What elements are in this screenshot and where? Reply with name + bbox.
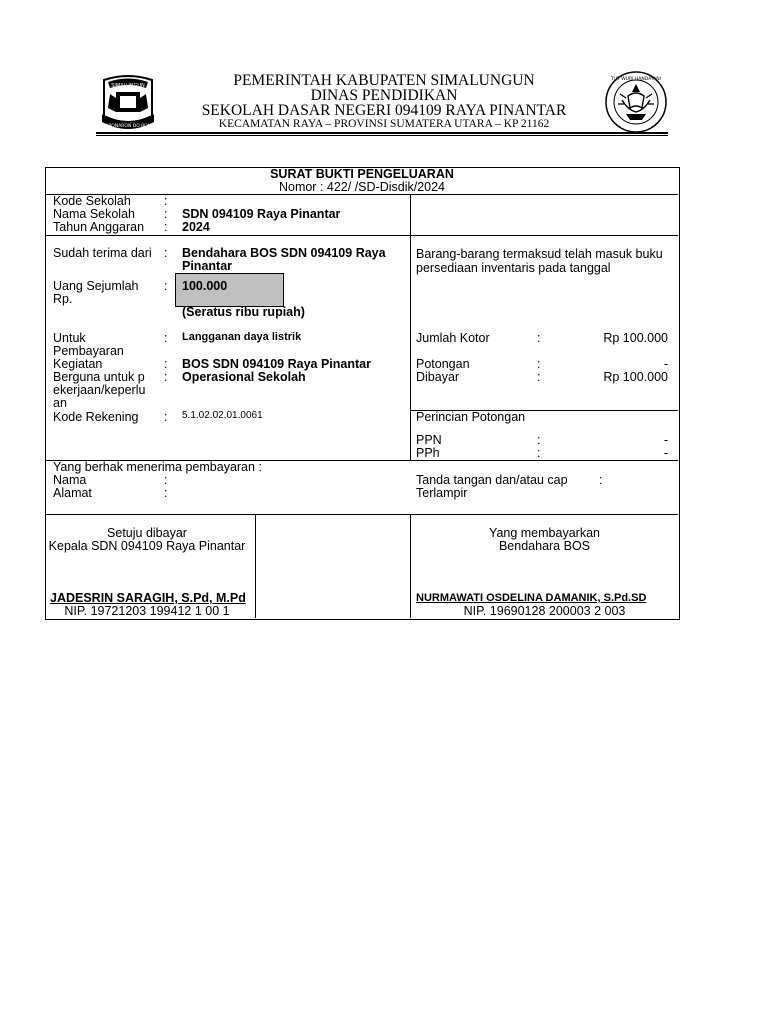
deductions-title: Perincian Potongan	[416, 410, 526, 424]
recipient-title: Yang berhak menerima pembayaran :	[53, 460, 262, 474]
colon: :	[537, 446, 541, 460]
colon: :	[164, 486, 168, 500]
letterhead-department: DINAS PENDIDIKAN	[310, 87, 458, 104]
approver-name: JADESRIN SARAGIH, S.Pd, M.Pd	[50, 591, 246, 605]
school-name-value: SDN 094109 Raya Pinantar	[182, 207, 341, 221]
colon: :	[537, 433, 541, 447]
paid-amount-label: Dibayar	[416, 370, 460, 384]
letterhead-address: KECAMATAN RAYA – PROVINSI SUMATERA UTARA – KP 21162	[218, 118, 550, 130]
account-code-label: Kode Rekening	[53, 410, 139, 424]
purpose-label: Untuk Pembayaran	[53, 331, 124, 358]
colon: :	[164, 279, 168, 293]
colon: :	[537, 370, 541, 384]
school-divider	[46, 235, 678, 236]
colon: :	[164, 331, 168, 345]
title-divider	[46, 194, 678, 195]
regency-emblem-bottom-text: HABONARON DO BONA	[101, 124, 155, 129]
regency-emblem-icon	[96, 72, 160, 134]
regency-emblem-top-text: SIMALUNGUN	[111, 83, 145, 89]
letterhead-rule-thick	[96, 132, 668, 134]
colon: :	[164, 246, 168, 260]
deduction-value: -	[663, 357, 668, 371]
ppn-value: -	[663, 433, 668, 447]
payer-nip: NIP. 19690128 200003 2 003	[463, 604, 626, 618]
signature-divider-left	[255, 515, 256, 618]
colon: :	[164, 370, 168, 384]
usage-value: Operasional Sekolah	[182, 370, 306, 384]
amount-label: Uang Sejumlah Rp.	[53, 279, 139, 306]
amount-value: 100.000	[182, 279, 228, 293]
budget-year-value: 2024	[182, 220, 210, 234]
letterhead-rule-thin	[96, 135, 668, 136]
paid-amount-value: Rp 100.000	[603, 370, 668, 384]
signature-or-stamp-label: Tanda tangan dan/atau cap	[416, 473, 568, 487]
approval-position: Kepala SDN 094109 Raya Pinantar	[48, 539, 246, 553]
payer-caption: Yang membayarkan	[489, 526, 600, 540]
colon: :	[537, 331, 541, 345]
document-number: Nomor : 422/ /SD-Disdik/2024	[278, 180, 446, 194]
budget-year-label: Tahun Anggaran	[53, 220, 145, 234]
recipient-name-label: Nama	[53, 473, 87, 487]
approval-caption: Setuju dibayar	[107, 526, 187, 540]
received-from-label: Sudah terima dari	[53, 246, 152, 260]
amount-in-words: (Seratus ribu rupiah)	[182, 305, 305, 319]
colon: :	[164, 194, 168, 208]
recipient-address-label: Alamat	[53, 486, 92, 500]
tut-wuri-handayani-icon	[602, 70, 670, 134]
account-code-value: 5.1.02.02.01.0061	[182, 410, 263, 421]
ppn-label: PPN	[416, 433, 442, 447]
ministry-emblem-text: TUT WURI HANDAYANI	[611, 77, 661, 82]
payer-name: NURMAWATI OSDELINA DAMANIK, S.Pd.SD	[416, 592, 647, 604]
colon: :	[164, 220, 168, 234]
received-from-value: Bendahara BOS SDN 094109 Raya Pinantar	[182, 246, 386, 273]
usage-label: Berguna untuk pekerjaan/keperluan	[53, 370, 146, 410]
pph-label: PPh	[416, 446, 440, 460]
activity-label: Kegiatan	[53, 357, 103, 371]
pph-value: -	[663, 446, 668, 460]
inventory-note: Barang-barang termaksud telah masuk buku persediaan inventaris pada tanggal	[416, 247, 663, 275]
gross-amount-label: Jumlah Kotor	[416, 331, 490, 345]
letterhead-school: SEKOLAH DASAR NEGERI 094109 RAYA PINANTAR	[201, 102, 567, 119]
colon: :	[164, 473, 168, 487]
approver-nip: NIP. 19721203 199412 1 00 1	[64, 604, 230, 618]
colon: :	[537, 357, 541, 371]
document-title: SURAT BUKTI PENGELUARAN	[270, 167, 454, 181]
school-code-label: Kode Sekolah	[53, 194, 131, 208]
colon: :	[164, 410, 168, 424]
gross-amount-value: Rp 100.000	[603, 331, 668, 345]
colon: :	[164, 357, 168, 371]
colon: :	[599, 473, 603, 487]
deduction-label: Potongan	[416, 357, 470, 371]
details-column-divider	[410, 195, 411, 460]
letterhead-government: PEMERINTAH KABUPATEN SIMALUNGUN	[233, 72, 535, 89]
purpose-value: Langganan daya listrik	[182, 331, 302, 343]
recipient-divider	[46, 514, 678, 515]
school-name-label: Nama Sekolah	[53, 207, 135, 221]
activity-value: BOS SDN 094109 Raya Pinantar	[182, 357, 371, 371]
colon: :	[164, 207, 168, 221]
attached-label: Terlampir	[416, 486, 468, 500]
payer-position: Bendahara BOS	[498, 539, 591, 553]
